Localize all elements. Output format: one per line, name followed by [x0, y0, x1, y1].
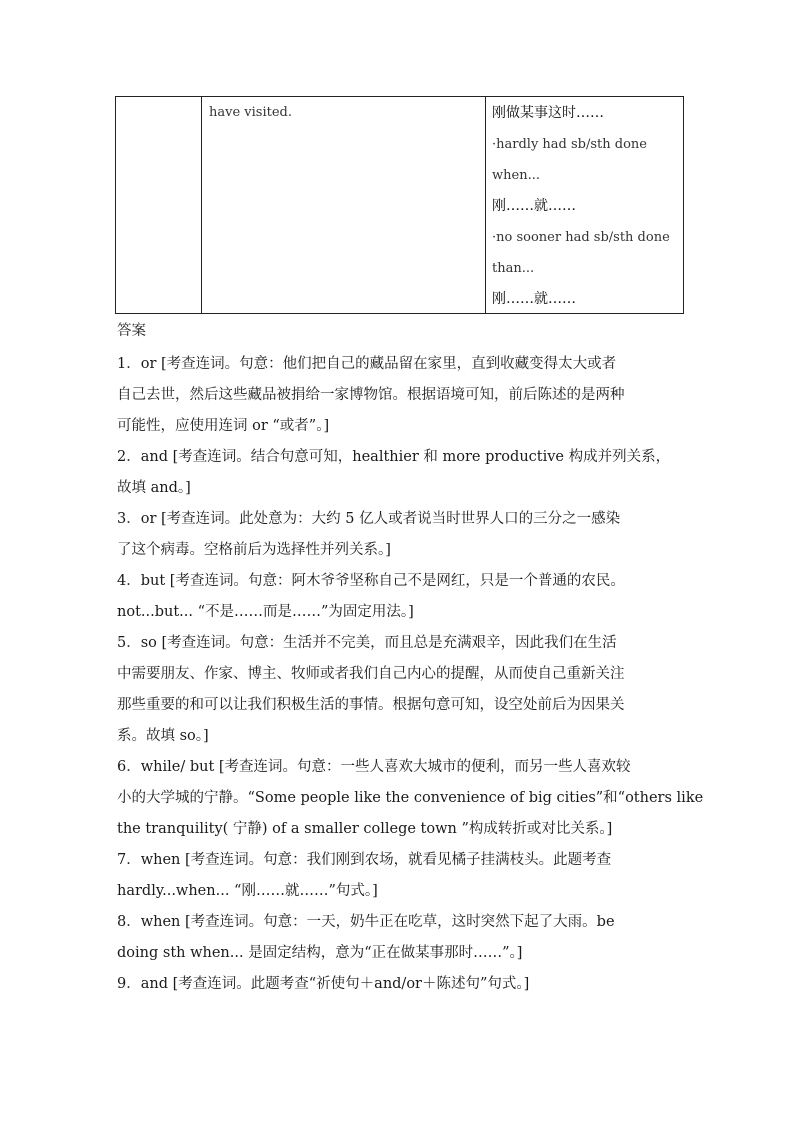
table-cell-middle: have visited.: [209, 105, 292, 120]
answer-line: the tranquility( 宁静) of a smaller college town ”构成转折或对比关系。]: [117, 821, 613, 837]
answers-title: 答案: [117, 323, 146, 339]
answer-line: doing sth when... 是固定结构，意为“正在做某事那时……”。]: [117, 945, 523, 961]
answer-line: 6．while/ but [考查连词。句意：一些人喜欢大城市的便利，而另一些人喜欢较: [117, 759, 631, 775]
answer-line: 小的大学城的宁静。“Some people like the convenience of big cities”和“others like: [117, 790, 704, 806]
table-right-line: ·hardly had sb/sth done: [492, 137, 647, 152]
table-right-line: when...: [492, 168, 540, 183]
answer-line: 9．and [考查连词。此题考查“祈使句＋and/or＋陈述句”句式。]: [117, 976, 530, 992]
answers-section: [117, 319, 704, 1000]
table-cell-right: [492, 105, 682, 322]
answer-line: 那些重要的和可以让我们积极生活的事情。根据句意可知，设空处前后为因果关: [117, 697, 625, 713]
answer-line: 自己去世，然后这些藏品被捐给一家博物馆。根据语境可知，前后陈述的是两种: [117, 387, 625, 403]
table-right-line: 刚做某事这时……: [492, 105, 604, 121]
answer-line: 中需要朋友、作家、博主、牧师或者我们自己内心的提醒，从而使自己重新关注: [117, 666, 625, 682]
grammar-table: [115, 96, 684, 314]
table-divider-1: [201, 97, 202, 313]
table-right-line: 刚……就……: [492, 198, 576, 214]
answer-line: 8．when [考查连词。句意：一天，奶牛正在吃草，这时突然下起了大雨。be: [117, 914, 615, 930]
answer-line: 可能性，应使用连词 or “或者”。]: [117, 418, 330, 434]
answer-line: hardly...when... “刚……就……”句式。]: [117, 883, 378, 899]
table-right-line: than...: [492, 261, 535, 276]
answer-line: not...but... “不是……而是……”为固定用法。]: [117, 604, 414, 620]
answer-line: 3．or [考查连词。此处意为：大约 5 亿人或者说当时世界人口的三分之一感染: [117, 511, 621, 527]
answer-line: 故填 and。]: [117, 480, 191, 496]
table-right-line: ·no sooner had sb/sth done: [492, 230, 670, 245]
answer-line: 了这个病毒。空格前后为选择性并列关系。]: [117, 542, 391, 558]
table-divider-2: [485, 97, 486, 313]
table-right-line: 刚……就……: [492, 291, 576, 307]
answer-line: 系。故填 so。]: [117, 728, 209, 744]
answer-line: 5．so [考查连词。句意：生活并不完美，而且总是充满艰辛，因此我们在生活: [117, 635, 617, 651]
answer-line: 4．but [考查连词。句意：阿木爷爷坚称自己不是网红，只是一个普通的农民。: [117, 573, 625, 589]
answer-line: 2．and [考查连词。结合句意可知，healthier 和 more productive 构成并列关系，: [117, 449, 671, 465]
answer-line: 1．or [考查连词。句意：他们把自己的藏品留在家里，直到收藏变得太大或者: [117, 356, 617, 372]
answer-line: 7．when [考查连词。句意：我们刚到农场，就看见橘子挂满枝头。此题考查: [117, 852, 612, 868]
